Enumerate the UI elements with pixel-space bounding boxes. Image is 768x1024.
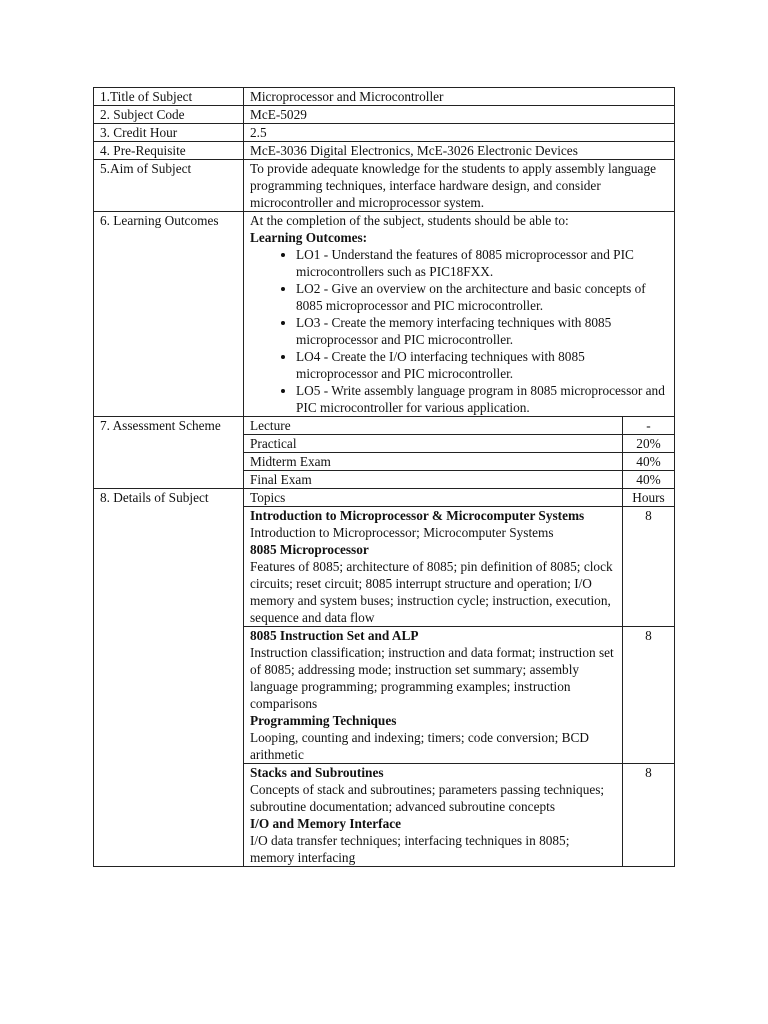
topic-block [244, 507, 623, 627]
table-row [94, 212, 675, 417]
learning-outcomes-cell [244, 212, 675, 417]
table-row [94, 88, 675, 106]
assessment-value: 40% [622, 471, 674, 489]
topics-header: Topics [244, 489, 623, 507]
assessment-name: Lecture [244, 417, 623, 435]
subject-title: Microprocessor and Microcontroller [244, 88, 675, 106]
list-item: • LO3 - Create the memory interfacing techniques with 8085 microprocessor and PIC microcontroller. [296, 314, 668, 348]
outcomes-heading: Learning Outcomes: [250, 230, 368, 245]
topic-heading: 8085 Instruction Set and ALP [250, 628, 419, 643]
pre-requisite: McE-3036 Digital Electronics, McE-3026 Electronic Devices [244, 142, 675, 160]
row-label: 2. Subject Code [94, 106, 244, 124]
row-label: 3. Credit Hour [94, 124, 244, 142]
outcomes-list [250, 246, 668, 416]
topic-heading: I/O and Memory Interface [250, 816, 402, 831]
row-label: 1.Title of Subject [94, 88, 244, 106]
syllabus-table [93, 87, 675, 867]
topic-text: Concepts of stack and subroutines; parameters passing techniques; subroutine documentation; advanced subroutine concepts [250, 782, 605, 814]
list-item: • LO4 - Create the I/O interfacing techniques with 8085 microprocessor and PIC microcontroller. [296, 348, 668, 382]
credit-hour: 2.5 [244, 124, 675, 142]
table-row [94, 124, 675, 142]
topic-heading: 8085 Microprocessor [250, 542, 369, 557]
topic-hours: 8 [622, 764, 674, 867]
assessment-value: 40% [622, 453, 674, 471]
aim-text: To provide adequate knowledge for the students to apply assembly language programming techniques, interface hardware design, and consider microcontroller and microprocessor system. [244, 160, 675, 212]
table-row [94, 489, 675, 507]
topic-text: Looping, counting and indexing; timers; code conversion; BCD arithmetic [250, 730, 590, 762]
row-label: 5.Aim of Subject [94, 160, 244, 212]
subject-code: McE-5029 [244, 106, 675, 124]
list-item: • LO1 - Understand the features of 8085 microprocessor and PIC microcontrollers such as PIC18FXX. [296, 246, 668, 280]
topic-heading: Stacks and Subroutines [250, 765, 384, 780]
list-item: • LO5 - Write assembly language program in 8085 microprocessor and PIC microcontroller for various application. [296, 382, 668, 416]
assessment-name: Midterm Exam [244, 453, 623, 471]
topic-heading: Introduction to Microprocessor & Microcomputer Systems [250, 508, 585, 523]
hours-header: Hours [622, 489, 674, 507]
row-label: 4. Pre-Requisite [94, 142, 244, 160]
topic-text: Features of 8085; architecture of 8085; pin definition of 8085; clock circuits; reset circuit; 8085 interrupt structure and operation; I/O memory and system buses; instruction cycle; instruction, execution, sequence and data flow [250, 559, 613, 625]
topic-hours: 8 [622, 507, 674, 627]
topic-block [244, 627, 623, 764]
assessment-name: Final Exam [244, 471, 623, 489]
row-label: 8. Details of Subject [94, 489, 244, 867]
table-row [94, 160, 675, 212]
table-row [94, 417, 675, 435]
topic-text: Introduction to Microprocessor; Microcomputer Systems [250, 525, 554, 540]
table-row [94, 142, 675, 160]
topic-block [244, 764, 623, 867]
topic-text: Instruction classification; instruction and data format; instruction set of 8085; addressing mode; instruction set summary; assembly language programming; programming examples; instruction comparisons [250, 645, 614, 711]
topic-heading: Programming Techniques [250, 713, 397, 728]
table-row [94, 106, 675, 124]
row-label: 6. Learning Outcomes [94, 212, 244, 417]
assessment-value: 20% [622, 435, 674, 453]
topic-text: I/O data transfer techniques; interfacing techniques in 8085; memory interfacing [250, 833, 570, 865]
row-label: 7. Assessment Scheme [94, 417, 244, 489]
list-item: • LO2 - Give an overview on the architecture and basic concepts of 8085 microprocessor and PIC microcontroller. [296, 280, 668, 314]
assessment-name: Practical [244, 435, 623, 453]
topic-hours: 8 [622, 627, 674, 764]
assessment-value: - [622, 417, 674, 435]
outcomes-intro: At the completion of the subject, students should be able to: [250, 213, 569, 228]
